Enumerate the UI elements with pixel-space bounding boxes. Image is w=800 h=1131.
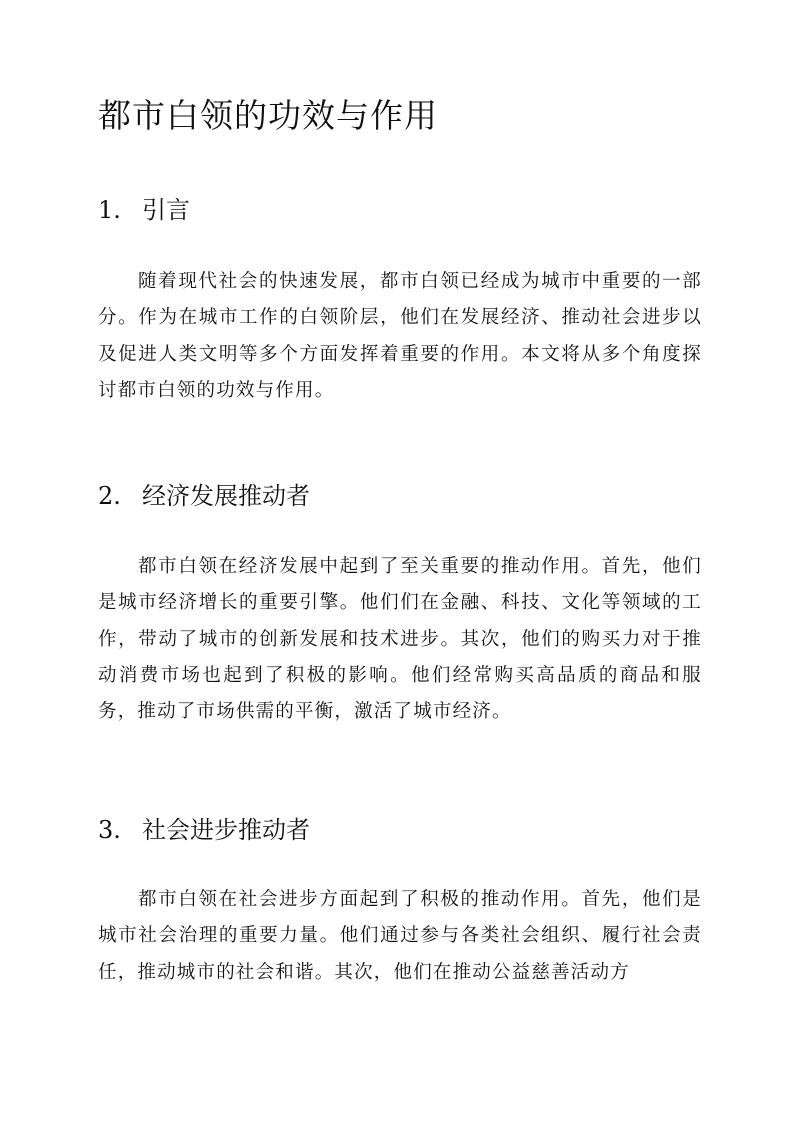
section-number: 2. — [98, 482, 121, 510]
section-paragraph-society: 都市白领在社会进步方面起到了积极的推动作用。首先，他们是城市社会治理的重要力量。他们通过参与各类社会组织、履行社会责任，推动城市的社会和谐。其次，他们在推动公益慈善活动方 — [98, 889, 702, 983]
document-title: 都市白领的功效与作用 — [98, 96, 438, 135]
section-number: 3. — [98, 816, 121, 844]
section-heading-introduction — [98, 192, 190, 228]
section-heading-society — [98, 812, 310, 848]
section-title: 经济发展推动者 — [142, 482, 310, 510]
section-paragraph-introduction: 随着现代社会的快速发展，都市白领已经成为城市中重要的一部分。作为在城市工作的白领阶层，他们在发展经济、推动社会进步以及促进人类文明等多个方面发挥着重要的作用。本文将从多个角度探讨都市白领的功效与作用。 — [98, 271, 702, 401]
section-number: 1. — [98, 196, 121, 224]
section-heading-economy — [98, 478, 310, 514]
section-title: 引言 — [142, 196, 190, 224]
section-title: 社会进步推动者 — [142, 816, 310, 844]
section-paragraph-economy: 都市白领在经济发展中起到了至关重要的推动作用。首先，他们是城市经济增长的重要引擎。他们们在金融、科技、文化等领域的工作，带动了城市的创新发展和技术进步。其次，他们的购买力对于推动消费市场也起到了积极的影响。他们经常购买高品质的商品和服务，推动了市场供需的平衡，激活了城市经济。 — [98, 556, 702, 723]
